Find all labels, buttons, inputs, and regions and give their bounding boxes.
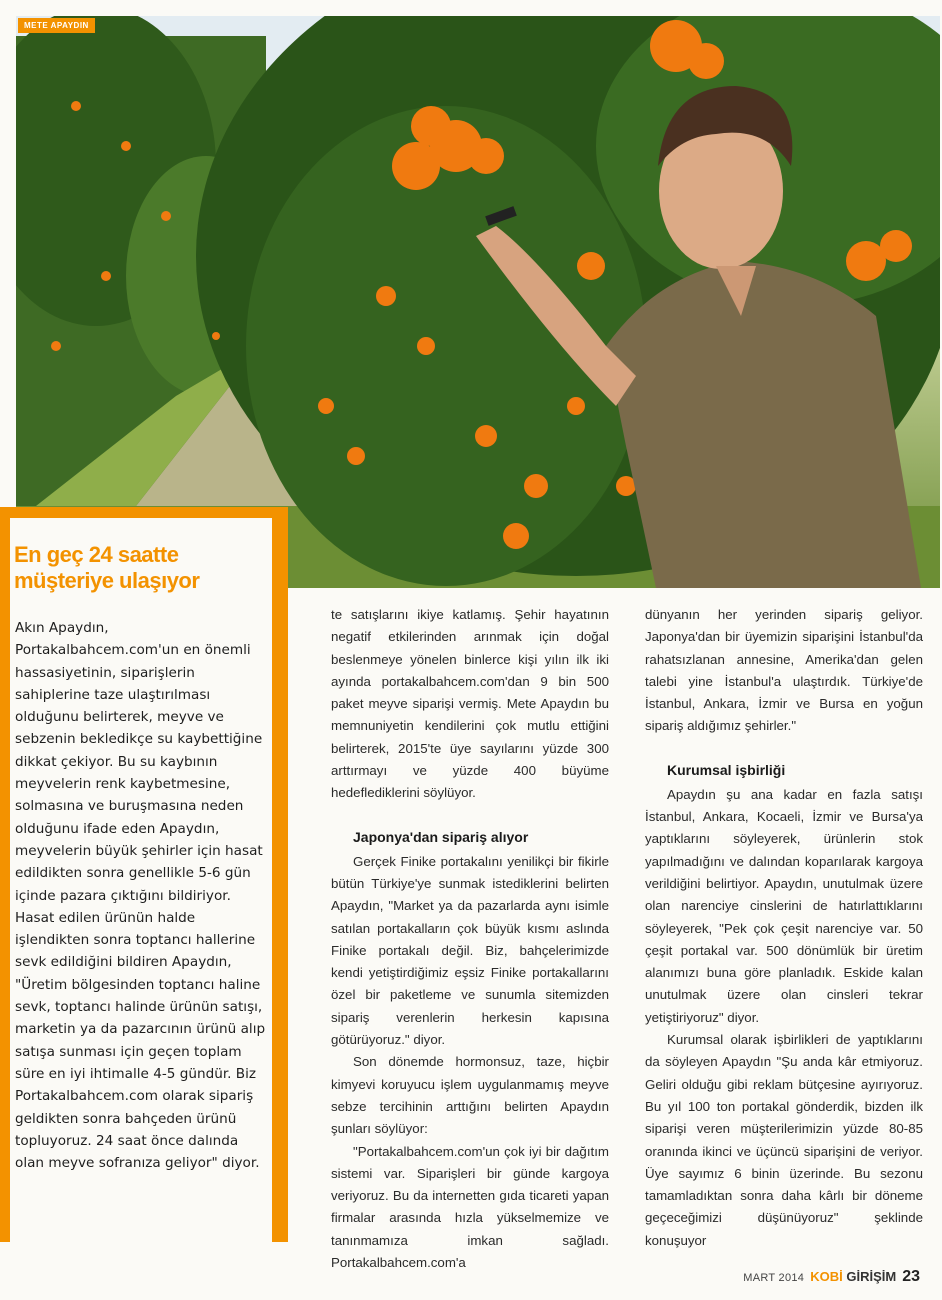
- column2-paragraph-3: Kurumsal olarak işbirlikleri de yaptıklarını da söyleyen Apaydın "Şu anda kâr etmiyoruz. Geliri olduğu gibi reklam bütçesine ayırıyoruz. Bu yıl 100 ton portakal gönderdik, bizden ilk siparişi veren müşterilerimizin yüzde 80-85 oranında ikinci ve üçüncü siparişini de veriyor. Üye sayımız 6 binin üzerinde. Bu sezonu tamamladıktan sonra daha kârlı bir döneme geçeceğimizi düşünüyoruz" şeklinde konuşuyor: [645, 1032, 923, 1248]
- sidebar-title-line1: En geç 24 saatte: [14, 542, 179, 567]
- page-number: 23: [902, 1268, 920, 1285]
- brand-girisim: GİRİŞİM: [846, 1269, 897, 1284]
- page-footer: [743, 1268, 920, 1286]
- sidebar-title: [14, 542, 264, 594]
- photo-credit: METE APAYDIN: [18, 18, 95, 33]
- column1-paragraph-4: "Portakalbahcem.com'un çok iyi bir dağıtım sistemi var. Siparişleri bir günde kargoya veriyoruz. Bu da internetten gıda ticareti yapan firmalar arasında hızla yükselmemize ve tanınmamıza imkan sağladı. Portakalbahcem.com'a: [331, 1143, 609, 1271]
- sidebar-title-line2: müşteriye ulaşıyor: [14, 568, 200, 593]
- issue-date: MART 2014: [743, 1272, 805, 1284]
- article-column-2: [645, 604, 923, 1252]
- column2-paragraph-2: Apaydın şu ana kadar en fazla satışı İstanbul, Ankara, Kocaeli, İzmir ve Bursa'ya yaptıklarını söyleyerek, ürünlerin stok yapılmadığını ve dalından koparılarak kargoya verildiğini belirtiyor. Apaydın, unutulmak üzere olan narenciye cinslerini de hatırlattıklarını söyleyerek, "Pek çok çeşit narenciye var. 50 çeşit portakal var. 500 dönümlük bir üretim alanımızı buna göre planladık. Eskide kalan unutulmak üzere olan cinsleri tekrar yetiştiriyoruz" diyor.: [645, 786, 923, 1025]
- column1-paragraph-2: Gerçek Finike portakalını yenilikçi bir fikirle bütün Türkiye'ye sunmak istediklerini belirten Apaydın, "Market ya da pazarlarda aynı isimle satılan portakalların çok büyük kısmı aslında Finike portakalı değil. Biz, bahçelerimizde kendi yetiştirdiğimiz eşsiz Finike portakallarını özel bir paketleme ve sunumla sitemizden sipariş verenlerin herkesin kapısına götürüyoruz." diyor.: [331, 853, 609, 1048]
- column2-paragraph-1: dünyanın her yerinden sipariş geliyor. Japonya'dan bir üyemizin siparişini İstanbul'da rahatsızlanan annesine, Amerika'dan gelen talebi yine İstanbul'a ulaştırdık. Türkiye'de İstanbul, Ankara, İzmir ve Bursa en yoğun sipariş aldığımız şehirler.": [645, 607, 923, 734]
- brand-kobi: KOBİ: [810, 1269, 843, 1284]
- column1-paragraph-3: Son dönemde hormonsuz, taze, hiçbir kimyevi koruyucu işlem uygulanmamış meyve sebze tercihinin arttığını belirten Apaydın şunları söylüyor:: [331, 1054, 609, 1137]
- magazine-brand: [810, 1269, 896, 1284]
- column1-subheading: Japonya'dan sipariş alıyor: [353, 828, 529, 845]
- column2-subheading: Kurumsal işbirliği: [667, 761, 786, 778]
- orchard-illustration: [16, 16, 940, 588]
- sidebar-body: Akın Apaydın, Portakalbahcem.com'un en önemli hassasiyetinin, siparişlerin sahiplerine taze ulaştırılması olduğunu belirterek, meyve ve sebzenin bekledikçe su kaybettiğine dikkat çekiyor. Bu su kaybının meyvelerin renk kaybetmesine, solmasına ve buruşmasına neden olduğunu ifade eden Apaydın, meyvelerin büyük şehirler için hasat edildikten sonra genellikle 5-6 gün içinde pazara çıktığını bildiriyor. Hasat edilen ürünün halde işlendikten sonra toptancı hallerine sevk edildiğini bildiren Apaydın, "Üretim bölgesinden toptancı haline sevk, toptancı halinde ürünün satışı, marketin ya da pazarcının ürünü alıp satışa sunması için geçen toplam süre en iyi ihtimalle 4-5 gündür. Biz Portakalbahcem.com olarak sipariş geldikten sonra bahçeden ürünü topluyoruz. 24 saat önce dalında olan meyve sofranıza geliyor" diyor.: [15, 620, 266, 1172]
- hero-photo: [16, 16, 940, 588]
- column1-paragraph-1: te satışlarını ikiye katlamış. Şehir hayatının negatif etkilerinden arınmak için doğal beslenmeye yönelen binlerce kişi yılın ilk iki ayında portakalbahcem.com'dan 9 bin 500 paket meyve siparişi vermiş. Mete Apaydın bu memnuniyetin kendilerini çok mutlu ettiğini belirterek, 2015'te üye sayılarını yüzde 300 arttırmayı ve yüzde 400 büyüme hedeflediklerini söylüyor.: [331, 607, 609, 801]
- article-column-1: [331, 604, 609, 1274]
